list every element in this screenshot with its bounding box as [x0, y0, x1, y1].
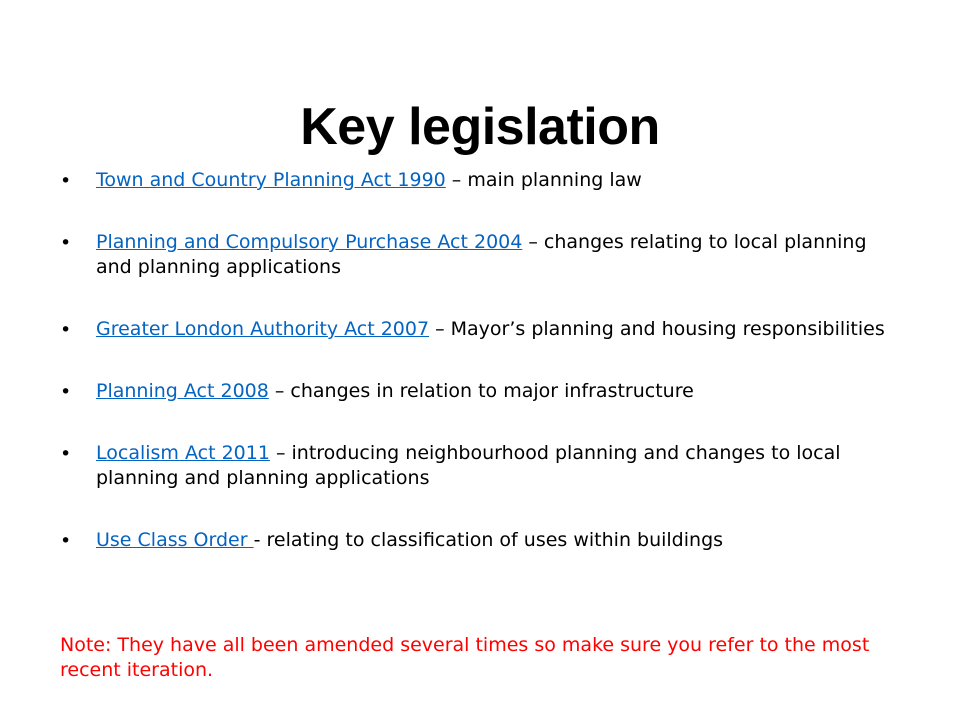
item-description: – changes relating to local planning and planning applications	[96, 231, 867, 278]
list-item-tcpa-1990	[60, 168, 900, 193]
bullet-icon: •	[60, 170, 72, 192]
item-description: – introducing neighbourhood planning and changes to local planning and planning applications	[96, 442, 841, 489]
list-item-use-class-order	[60, 528, 900, 553]
bullet-icon: •	[60, 530, 72, 552]
list-item-localism-act-2011	[60, 441, 900, 491]
bullet-icon: •	[60, 319, 72, 341]
list-item-pcpa-2004	[60, 230, 900, 280]
bullet-icon: •	[60, 381, 72, 403]
link-gla-2007[interactable]: Greater London Authority Act 2007	[96, 318, 430, 340]
link-planning-act-2008[interactable]: Planning Act 2008	[96, 380, 269, 402]
link-localism-act-2011[interactable]: Localism Act 2011	[96, 442, 270, 464]
legislation-list	[60, 168, 900, 590]
link-tcpa-1990[interactable]: Town and Country Planning Act 1990	[96, 169, 446, 191]
item-description: - relating to classification of uses within buildings	[253, 529, 724, 551]
link-use-class-order[interactable]: Use Class Order	[96, 529, 254, 551]
list-item-gla-2007	[60, 317, 900, 342]
item-description: – Mayor’s planning and housing responsibilities	[429, 318, 885, 340]
item-description: – main planning law	[445, 169, 642, 191]
item-description: – changes in relation to major infrastructure	[268, 380, 694, 402]
list-item-planning-act-2008	[60, 379, 900, 404]
link-pcpa-2004[interactable]: Planning and Compulsory Purchase Act 2004	[96, 231, 523, 253]
amendment-note: Note: They have all been amended several times so make sure you refer to the most recent iteration.	[60, 634, 870, 681]
bullet-icon: •	[60, 232, 72, 254]
slide-title: Key legislation	[300, 97, 660, 156]
bullet-icon: •	[60, 443, 72, 465]
